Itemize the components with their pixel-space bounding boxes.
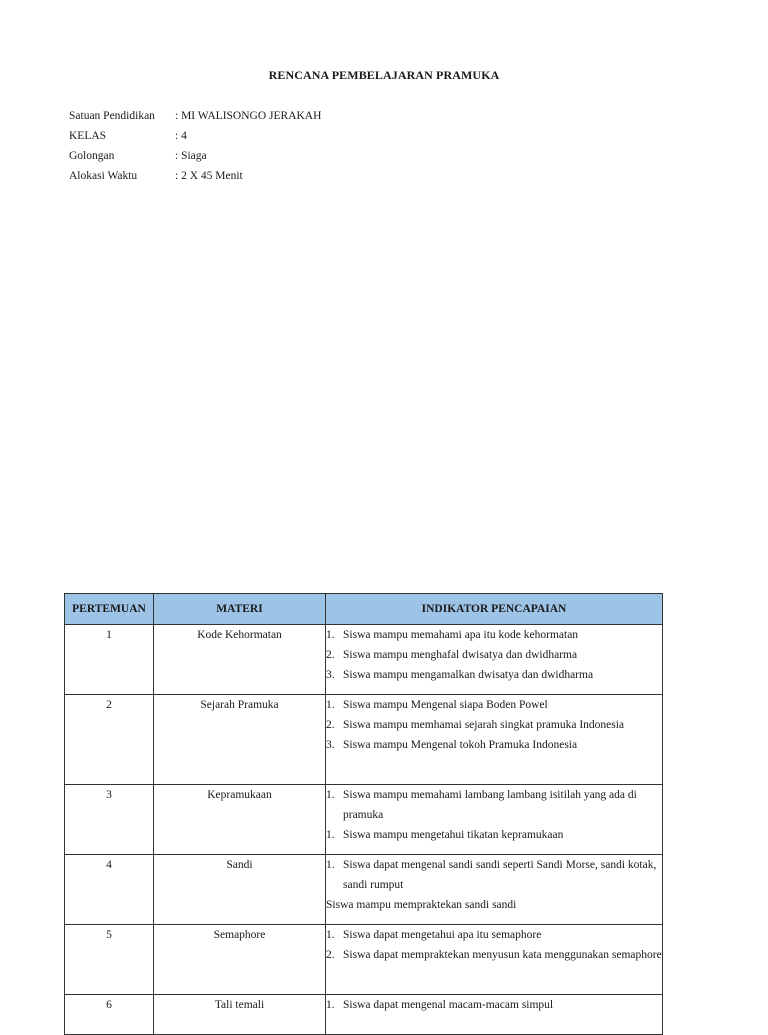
table-row [65, 995, 663, 1035]
table-row [65, 855, 663, 925]
indicator-item [326, 715, 662, 735]
indicator-item [326, 785, 662, 825]
indicator-number: 2. [326, 949, 335, 961]
cell-materi: Kepramukaan [154, 785, 326, 855]
info-row-kelas [69, 129, 321, 149]
cell-indikator [326, 625, 663, 695]
info-label: KELAS [69, 130, 107, 142]
indicator-text: Siswa dapat mengenal sandi sandi seperti Sandi Morse, sandi kotak, sandi rumput [343, 859, 657, 891]
table-row [65, 785, 663, 855]
info-row-satuan-pendidikan [69, 109, 321, 129]
indicator-text: Siswa mampu mengamalkan dwisatya dan dwidharma [343, 669, 594, 681]
indicator-number: 1. [326, 699, 335, 711]
cell-indikator [326, 855, 663, 925]
cell-pertemuan: 6 [65, 995, 154, 1035]
indicator-number: 1. [326, 789, 335, 801]
indicator-number: 1. [326, 829, 335, 841]
header-indikator: INDIKATOR PENCAPAIAN [326, 594, 663, 625]
indicator-text: Siswa dapat mengenal macam-macam simpul [343, 999, 554, 1011]
cell-indikator [326, 995, 663, 1035]
cell-pertemuan: 3 [65, 785, 154, 855]
indicator-item [326, 645, 662, 665]
info-row-alokasi-waktu [69, 169, 321, 189]
table-row [65, 925, 663, 995]
cell-pertemuan: 2 [65, 695, 154, 785]
indicator-number: 2. [326, 719, 335, 731]
info-value: : 4 [175, 130, 187, 142]
info-row-golongan [69, 149, 321, 169]
indicator-item [326, 665, 662, 685]
info-value: : 2 X 45 Menit [175, 170, 243, 182]
cell-materi: Tali temali [154, 995, 326, 1035]
indicator-item [326, 825, 662, 845]
indicator-text: Siswa mampu Mengenal siapa Boden Powel [343, 699, 548, 711]
indicator-item [326, 895, 662, 915]
indicator-text: Siswa mampu mengetahui tikatan kepramukaan [343, 829, 564, 841]
indicator-item [326, 925, 662, 945]
indicator-number: 1. [326, 929, 335, 941]
cell-pertemuan: 4 [65, 855, 154, 925]
indicator-number: 1. [326, 859, 335, 871]
indicator-number: 1. [326, 999, 335, 1011]
indicator-number: 3. [326, 669, 335, 681]
cell-materi: Semaphore [154, 925, 326, 995]
indicator-number: 3. [326, 739, 335, 751]
indicator-text: Siswa mampu memahami lambang lambang isitilah yang ada di pramuka [343, 789, 637, 821]
cell-indikator [326, 695, 663, 785]
indicator-text: Siswa dapat mengetahui apa itu semaphore [343, 929, 542, 941]
indicator-item [326, 625, 662, 645]
indicator-text: Siswa mampu Mengenal tokoh Pramuka Indonesia [343, 739, 578, 751]
indicator-text: Siswa dapat mempraktekan menyusun kata menggunakan semaphore [343, 949, 662, 961]
info-value: : Siaga [175, 150, 207, 162]
indicator-item [326, 695, 662, 715]
info-label: Alokasi Waktu [69, 170, 138, 182]
table-row [65, 625, 663, 695]
table-row [65, 695, 663, 785]
info-value: : MI WALISONGO JERAKAH [175, 110, 322, 122]
cell-indikator [326, 785, 663, 855]
table-header-row [65, 594, 663, 625]
indicator-text: Siswa mampu mempraktekan sandi sandi [326, 899, 517, 911]
lesson-plan-table [64, 593, 663, 1035]
indicator-text: Siswa mampu memhamai sejarah singkat pramuka Indonesia [343, 719, 625, 731]
cell-pertemuan: 5 [65, 925, 154, 995]
indicator-text: Siswa mampu memahami apa itu kode kehormatan [343, 629, 579, 641]
cell-indikator [326, 925, 663, 995]
info-label: Golongan [69, 150, 115, 162]
cell-materi: Sejarah Pramuka [154, 695, 326, 785]
indicator-item [326, 945, 662, 965]
cell-materi: Kode Kehormatan [154, 625, 326, 695]
indicator-number: 2. [326, 649, 335, 661]
indicator-item [326, 995, 662, 1015]
header-materi: MATERI [154, 594, 326, 625]
header-pertemuan: PERTEMUAN [65, 594, 154, 625]
cell-materi: Sandi [154, 855, 326, 925]
info-label: Satuan Pendidikan [69, 110, 155, 122]
indicator-number: 1. [326, 629, 335, 641]
info-block [69, 109, 321, 189]
indicator-item [326, 735, 662, 755]
indicator-text: Siswa mampu menghafal dwisatya dan dwidharma [343, 649, 578, 661]
cell-pertemuan: 1 [65, 625, 154, 695]
indicator-item [326, 855, 662, 895]
document-title: RENCANA PEMBELAJARAN PRAMUKA [268, 68, 500, 82]
